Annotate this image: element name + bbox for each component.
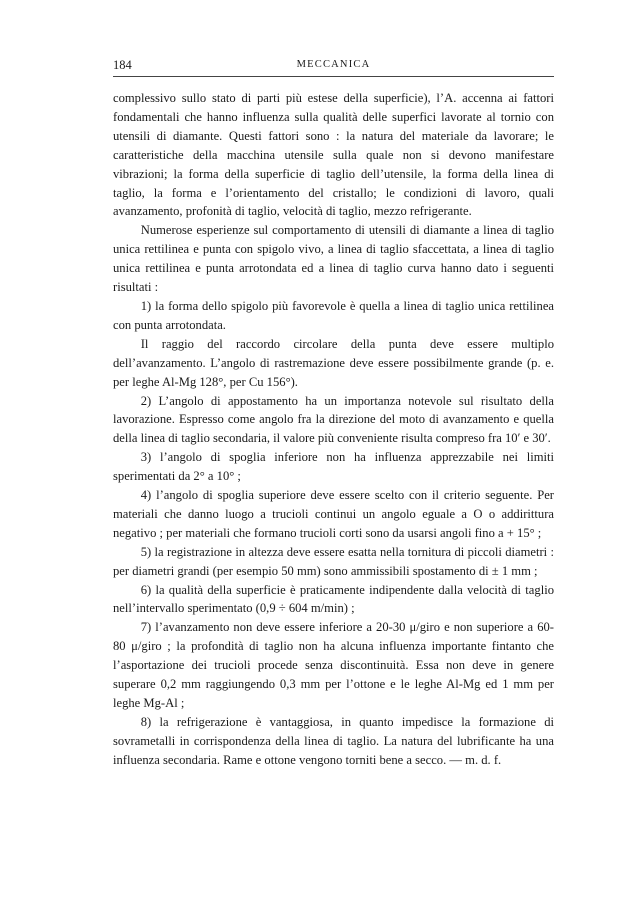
result-item-1: 1) la forma dello spigolo più favorevole è quella a linea di taglio unica rettilinea con punta arrotondata. [113,298,554,332]
result-item-6: 6) la qualità della superficie è praticamente indipendente dalla velocità di taglio nell’intervallo sperimentato (0,9 ÷ 604 m/min) ; [113,582,554,616]
result-item-5: 5) la registrazione in altezza deve essere esatta nella tornitura di piccoli diametri : per diametri grandi (per esempio 50 mm) sono ammissibili spostamento di ± 1 mm ; [113,544,554,578]
running-title: MECCANICA [296,59,371,70]
body-text [113,89,554,770]
result-item-7: 7) l’avanzamento non deve essere inferiore a 20-30 μ/giro e non superiore a 60-80 μ/giro ; la profondità di taglio non ha alcuna influenza importante fintanto che l’asportazione dei trucioli procede senza discontinuità. Essa non deve in genere superare 0,2 mm raggiungendo 0,3 mm per l’ottone e le leghe Al-Mg ed 1 mm per leghe Mg-Al ; [113,620,554,710]
paragraph-experiments: Numerose esperienze sul comportamento di utensili di diamante a linea di taglio unica rettilinea e punta con spigolo vivo, a linea di taglio sfaccettata, a linea di taglio unica rettilinea e punta arrotondata ed a linea di taglio curva hanno dato i seguenti risultati : [113,223,554,295]
paragraph-continuation: complessivo sullo stato di parti più estese della superficie), l’A. accenna ai fattori fondamentali che hanno influenza sulla qualità delle superfici lavorate al tornio con utensili di diamante. Questi fattori sono : la natura del materiale da lavorare; le caratteristiche della macchina utensile sulla quale non si devono manifestare vibrazioni; la forma della superficie di taglio dell’utensile, la forma della linea di taglio, la forma e l’orientamento del cristallo; le condizioni di lavoro, quali avanzamento, profonità di taglio, velocità di taglio, mezzo refrigerante. [113,91,554,219]
page-number: 184 [113,58,132,72]
result-item-8: 8) la refrigerazione è vantaggiosa, in quanto impedisce la formazione di sovrametalli in corrispondenza della linea di taglio. La natura del lubrificante ha una influenza secondaria. Rame e ottone vengono torniti bene a secco. — m. d. f. [113,714,554,767]
paragraph-radius: Il raggio del raccordo circolare della punta deve essere multiplo dell’avanzamento. L’angolo di rastremazione deve essere possibilmente grande (p. e. per leghe Al-Mg 128°, per Cu 156°). [113,336,554,389]
page-header [113,58,554,74]
result-item-2: 2) L’angolo di appostamento ha un importanza notevole sul risultato della lavorazione. Espresso come angolo fra la direzione del moto di avanzamento e quella della linea di taglio secondaria, il valore più conveniente risulta compreso fra 10′ e 30′. [113,393,554,446]
result-item-3: 3) l’angolo di spoglia inferiore non ha influenza apprezzabile nei limiti sperimentati da 2° a 10° ; [113,450,554,484]
result-item-4: 4) l’angolo di spoglia superiore deve essere scelto con il criterio seguente. Per materiali che danno luogo a trucioli continui un angolo eguale a O o addirittura negativo ; per materiali che formano trucioli corti sono da usarsi angoli fino a + 15° ; [113,488,554,540]
header-rule [113,76,554,77]
